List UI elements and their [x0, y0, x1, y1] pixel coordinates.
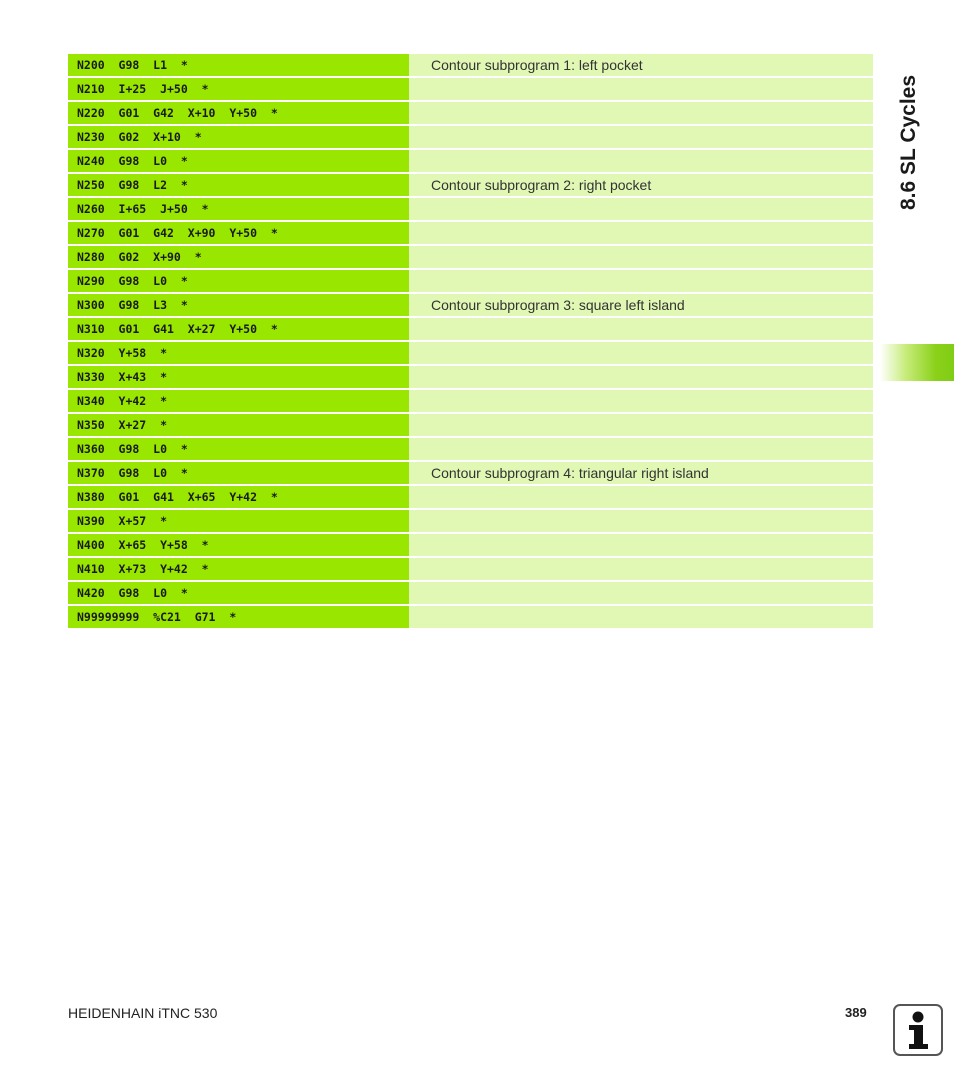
manual-name: HEIDENHAIN iTNC 530 — [68, 1005, 218, 1021]
nc-code-cell: N280 G02 X+90 * — [68, 246, 409, 268]
table-row — [68, 366, 873, 388]
table-row — [68, 78, 873, 100]
description-cell — [409, 366, 873, 388]
nc-code-cell: N300 G98 L3 * — [68, 294, 409, 316]
table-row — [68, 294, 873, 316]
description-cell — [409, 438, 873, 460]
nc-code-cell: N220 G01 G42 X+10 Y+50 * — [68, 102, 409, 124]
section-title-text: 8.6 SL Cycles — [897, 74, 920, 210]
description-cell — [409, 486, 873, 508]
description-cell — [409, 510, 873, 532]
table-row — [68, 558, 873, 580]
description-cell — [409, 390, 873, 412]
description-cell: Contour subprogram 1: left pocket — [409, 54, 873, 76]
table-row — [68, 246, 873, 268]
description-cell — [409, 270, 873, 292]
info-icon — [893, 1004, 943, 1056]
table-row — [68, 342, 873, 364]
description-cell — [409, 126, 873, 148]
nc-code-cell: N240 G98 L0 * — [68, 150, 409, 172]
nc-code-cell: N360 G98 L0 * — [68, 438, 409, 460]
table-row — [68, 270, 873, 292]
table-row — [68, 486, 873, 508]
table-row — [68, 462, 873, 484]
nc-code-cell: N260 I+65 J+50 * — [68, 198, 409, 220]
table-row — [68, 222, 873, 244]
nc-code-cell: N320 Y+58 * — [68, 342, 409, 364]
description-cell: Contour subprogram 4: triangular right island — [409, 462, 873, 484]
table-row — [68, 126, 873, 148]
description-cell — [409, 582, 873, 604]
chapter-tab — [880, 344, 954, 381]
program-table — [68, 54, 873, 630]
description-cell — [409, 222, 873, 244]
description-cell: Contour subprogram 3: square left island — [409, 294, 873, 316]
table-row — [68, 318, 873, 340]
nc-code-cell: N200 G98 L1 * — [68, 54, 409, 76]
nc-code-cell: N420 G98 L0 * — [68, 582, 409, 604]
nc-code-cell: N370 G98 L0 * — [68, 462, 409, 484]
description-cell — [409, 102, 873, 124]
table-row — [68, 414, 873, 436]
nc-code-cell: N380 G01 G41 X+65 Y+42 * — [68, 486, 409, 508]
nc-code-cell: N270 G01 G42 X+90 Y+50 * — [68, 222, 409, 244]
table-row — [68, 438, 873, 460]
description-cell — [409, 150, 873, 172]
page-number: 389 — [845, 1005, 867, 1020]
nc-code-cell: N400 X+65 Y+58 * — [68, 534, 409, 556]
nc-code-cell: N250 G98 L2 * — [68, 174, 409, 196]
section-title — [868, 52, 948, 212]
nc-code-cell: N330 X+43 * — [68, 366, 409, 388]
description-cell — [409, 78, 873, 100]
table-row — [68, 582, 873, 604]
nc-code-cell: N350 X+27 * — [68, 414, 409, 436]
description-cell — [409, 246, 873, 268]
table-row — [68, 150, 873, 172]
table-row — [68, 198, 873, 220]
table-row — [68, 534, 873, 556]
description-cell — [409, 414, 873, 436]
description-cell: Contour subprogram 2: right pocket — [409, 174, 873, 196]
description-cell — [409, 534, 873, 556]
nc-code-cell: N210 I+25 J+50 * — [68, 78, 409, 100]
table-row — [68, 390, 873, 412]
description-cell — [409, 318, 873, 340]
table-row — [68, 102, 873, 124]
nc-code-cell: N340 Y+42 * — [68, 390, 409, 412]
table-row — [68, 54, 873, 76]
table-row — [68, 174, 873, 196]
description-cell — [409, 606, 873, 628]
table-row — [68, 606, 873, 628]
nc-code-cell: N410 X+73 Y+42 * — [68, 558, 409, 580]
description-cell — [409, 198, 873, 220]
nc-code-cell: N99999999 %C21 G71 * — [68, 606, 409, 628]
nc-code-cell: N230 G02 X+10 * — [68, 126, 409, 148]
description-cell — [409, 558, 873, 580]
nc-code-cell: N310 G01 G41 X+27 Y+50 * — [68, 318, 409, 340]
table-row — [68, 510, 873, 532]
nc-code-cell: N290 G98 L0 * — [68, 270, 409, 292]
nc-code-cell: N390 X+57 * — [68, 510, 409, 532]
description-cell — [409, 342, 873, 364]
